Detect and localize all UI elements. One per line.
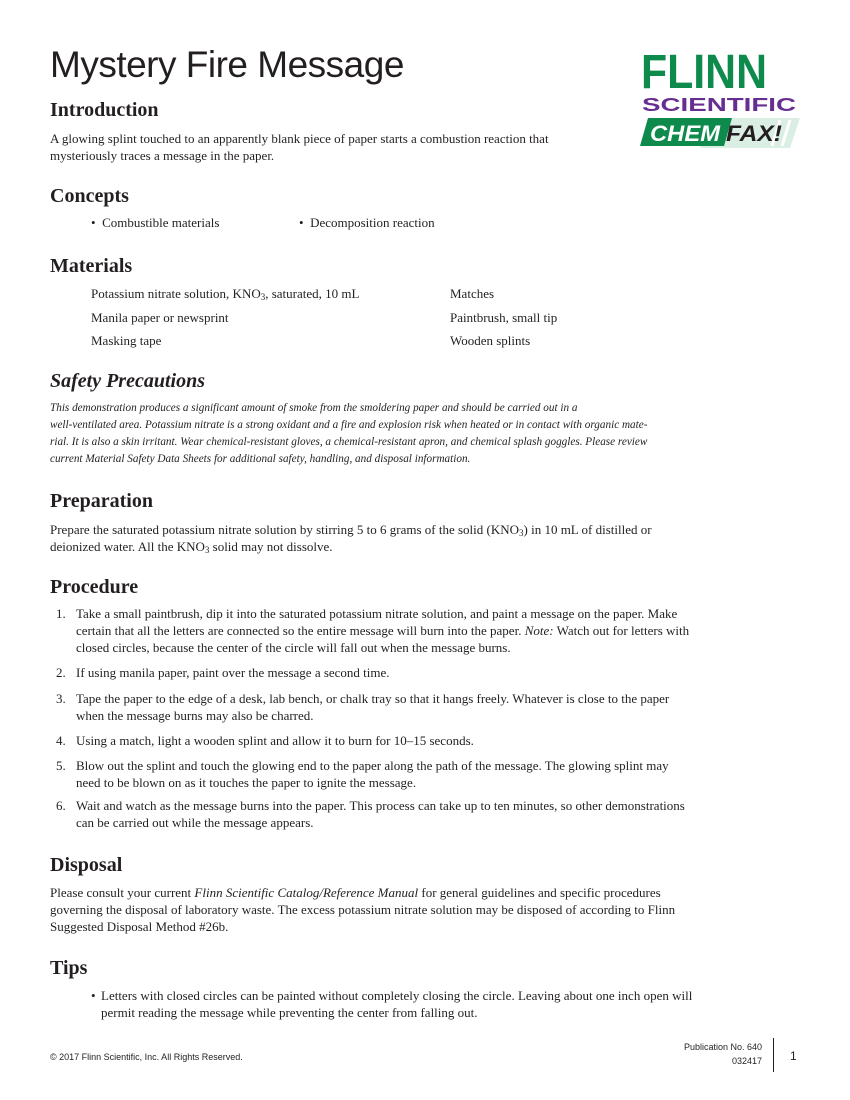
introduction-line-2: mysteriously traces a message in the paper.	[50, 148, 275, 163]
concept-item: • Decomposition reaction	[299, 215, 435, 230]
step-number: 5.	[56, 758, 66, 773]
footer-divider	[773, 1038, 774, 1072]
step-number: 1.	[56, 606, 66, 621]
safety-line: well-ventilated area. Potassium nitrate is a strong oxidant and a fire and explosion risk when heated or in contact with organic mate-	[50, 419, 648, 431]
disposal-line-3: Suggested Disposal Method #26b.	[50, 919, 229, 934]
material-item: Wooden splints	[450, 333, 531, 348]
publication-number: Publication No. 640	[683, 1042, 762, 1052]
material-item: Matches	[450, 286, 495, 301]
material-item: Masking tape	[91, 333, 162, 348]
concept-item: • Combustible materials	[91, 215, 220, 230]
material-item: Paintbrush, small tip	[450, 310, 558, 325]
tip-item: • Letters with closed circles can be painted without completely closing the circle. Leaving about one inch open will permit reading the message while preventing the center from falling out.	[91, 988, 693, 1020]
procedure-step-6: 6. Wait and watch as the message burns into the paper. This process can take up to ten minutes, so other demonstrations can be carried out while the message appears.	[56, 798, 685, 830]
logo-flinn-text: FLINN	[641, 48, 767, 99]
page-number: 1	[790, 1049, 797, 1063]
logo-scientific-text: SCIENTIFIC	[642, 95, 796, 115]
step-number: 6.	[56, 798, 66, 813]
material-item: Manila paper or newsprint	[91, 310, 229, 325]
publication-code: 032417	[731, 1056, 762, 1066]
logo-fax-text: FAX!	[726, 121, 782, 146]
preparation-line-2: deionized water. All the $KNO_3$ solid may not dissolve.	[50, 539, 333, 555]
concepts-heading: Concepts	[50, 185, 129, 207]
procedure-step-5: 5. Blow out the splint and touch the glowing end to the paper along the path of the message. The glowing splint may need to be blown on as it touches the paper to ignite the message.	[56, 758, 669, 790]
concept-item-label: Decomposition reaction	[310, 215, 435, 230]
safety-line: This demonstration produces a significant amount of smoke from the smoldering paper and should be carried out in a	[50, 402, 578, 414]
safety-line: current Material Safety Data Sheets for additional safety, handling, and disposal information.	[50, 453, 471, 465]
procedure-heading: Procedure	[50, 576, 139, 598]
material-item: Potassium nitrate solution, $KNO_3$, saturated, 10 mL	[91, 286, 360, 302]
flinn-chemfax-logo	[640, 48, 802, 152]
logo-chem-text: CHEM	[650, 121, 721, 146]
page-title: Mystery Fire Message	[50, 44, 404, 85]
preparation-line-1: Prepare the saturated potassium nitrate solution by stirring 5 to 6 grams of the solid $(KNO_3)$ in 10 mL of distilled or	[50, 522, 652, 538]
safety-heading: Safety Precautions	[50, 370, 205, 392]
disposal-line-2: governing the disposal of laboratory waste. The excess potassium nitrate solution may be disposed of according to Flinn	[50, 902, 676, 917]
step-number: 3.	[56, 691, 66, 706]
disposal-heading: Disposal	[50, 854, 123, 876]
procedure-step-3: 3. Tape the paper to the edge of a desk, lab bench, or chalk tray so that it hangs freely. Whatever is close to the paper when the message burns may also be charred.	[56, 691, 670, 723]
procedure-step-4: 4. Using a match, light a wooden splint and allow it to burn for 10–15 seconds.	[56, 733, 474, 748]
step-number: 4.	[56, 733, 66, 748]
disposal-line-1: Please consult your current Flinn Scientific Catalog/Reference Manual for general guidelines and specific procedures	[50, 885, 661, 900]
introduction-line-1: A glowing splint touched to an apparently blank piece of paper starts a combustion reaction that	[50, 131, 549, 146]
copyright-text: © 2017 Flinn Scientific, Inc. All Rights Reserved.	[50, 1052, 243, 1062]
materials-heading: Materials	[50, 255, 133, 277]
introduction-heading: Introduction	[50, 99, 159, 121]
concept-item-label: Combustible materials	[102, 215, 220, 230]
step-number: 2.	[56, 665, 66, 680]
procedure-step-1: 1. Take a small paintbrush, dip it into the saturated potassium nitrate solution, and paint a message on the paper. Make certain that all the letters are connected so the entire message will burn into the paper. Note: Watch out for letters with closed circles, because the center of the circle will fall out when the message burns.	[56, 606, 690, 655]
tips-heading: Tips	[50, 957, 88, 979]
publication-info	[684, 1040, 762, 1068]
safety-line: rial. It is also a skin irritant. Wear chemical-resistant gloves, a chemical-resistant apron, and chemical splash goggles. Please review	[50, 436, 648, 448]
preparation-heading: Preparation	[50, 490, 153, 512]
procedure-step-2: 2. If using manila paper, paint over the message a second time.	[56, 665, 390, 680]
